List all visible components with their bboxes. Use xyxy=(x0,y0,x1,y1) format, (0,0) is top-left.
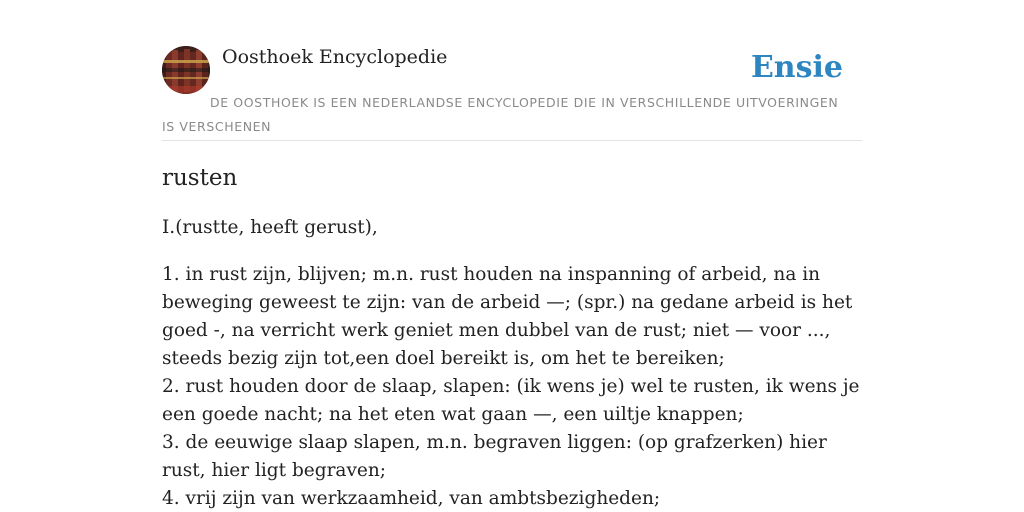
site-avatar[interactable] xyxy=(162,46,210,94)
entry-title: rusten xyxy=(162,165,238,191)
site-tagline: DE OOSTHOEK IS EEN NEDERLANDSE ENCYCLOPEDIE DIE IN VERSCHILLENDE UITVOERINGEN IS VERSCHENEN xyxy=(162,95,839,134)
entry-intro: I.(rustte, heeft gerust), xyxy=(162,217,378,238)
definition-item: 3. de eeuwige slaap slapen, m.n. begraven liggen: (op grafzerken) hier rust, hier ligt begraven; xyxy=(162,432,827,481)
site-name[interactable]: Oosthoek Encyclopedie xyxy=(222,46,448,68)
encyclopedia-books-icon xyxy=(162,46,210,94)
definition-item: 1. in rust zijn, blijven; m.n. rust houden na inspanning of arbeid, na in beweging geweest te zijn: van de arbeid —; (spr.) na gedane arbeid is het goed -, na verricht werk geniet men dubbel van de rust; niet — voor ..., steeds bezig zijn tot,een doel bereikt is, om het te bereiken; xyxy=(162,264,853,369)
definition-item: 4. vrij zijn van werkzaamheid, van ambtsbezigheden; xyxy=(162,488,661,509)
definition-item: 2. rust houden door de slaap, slapen: (ik wens je) wel te rusten, ik wens je een goede nacht; na het eten wat gaan —, een uiltje knappen; xyxy=(162,376,860,425)
site-header xyxy=(162,46,862,141)
brand-logo[interactable]: Ensie xyxy=(750,50,843,85)
entry-content xyxy=(162,160,867,512)
definition-list xyxy=(162,261,867,512)
